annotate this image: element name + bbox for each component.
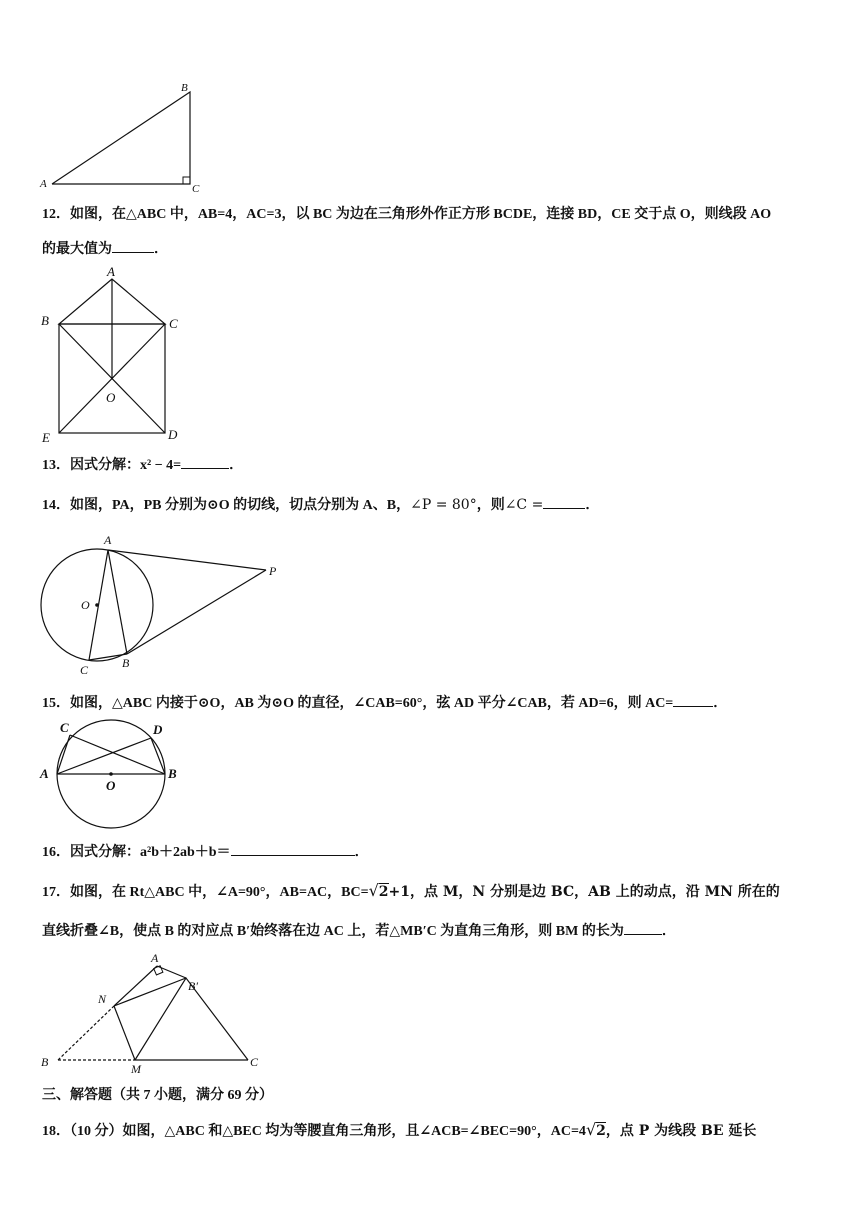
label-p: P bbox=[269, 564, 277, 578]
answer-blank[interactable] bbox=[231, 843, 355, 856]
q14-line: 14．如图，PA，PB 分别为⊙O 的切线，切点分别为 A、B，∠P = 80°，则∠C = ． bbox=[42, 497, 600, 513]
figure-right-triangle bbox=[36, 80, 206, 196]
label-a: A bbox=[107, 264, 115, 279]
q16-line: 16．因式分解：a²b＋2ab＋b＝ ． bbox=[42, 844, 369, 860]
label-a: A bbox=[104, 533, 112, 547]
figure-q14-tangents bbox=[36, 528, 296, 677]
label-c: C bbox=[192, 183, 200, 195]
answer-blank[interactable] bbox=[181, 456, 229, 469]
label-m: M bbox=[131, 1062, 141, 1076]
answer-blank[interactable] bbox=[543, 496, 585, 509]
q12-line2: 的最大值为 ． bbox=[42, 241, 168, 257]
answer-blank[interactable] bbox=[673, 694, 713, 707]
section-heading: 三、解答题（共 7 小题，满分 69 分） bbox=[42, 1088, 273, 1103]
label-d: D bbox=[153, 722, 163, 737]
figure-q15-circle bbox=[36, 718, 196, 838]
q13-line: 13．因式分解：x² − 4= ． bbox=[42, 457, 244, 473]
q18-line: 18．（10 分）如图，△ABC 和△BEC 均为等腰直角三角形，且∠ACB=∠BEC=90°，AC=4√2，点 P 为线段 BE 延长 bbox=[42, 1120, 757, 1139]
label-c: C bbox=[250, 1055, 259, 1069]
label-b: B bbox=[122, 656, 130, 670]
label-bprime: B′ bbox=[188, 979, 198, 993]
label-o: O bbox=[106, 778, 116, 793]
q15-line: 15．如图，△ABC 内接于⊙O，AB 为⊙O 的直径，∠CAB=60°，弦 AD 平分∠CAB，若 AD=6，则 AC= ． bbox=[42, 695, 728, 711]
figure-q12-square bbox=[36, 262, 196, 447]
q12-line1: 12．如图，在△ABC 中，AB=4，AC=3，以 BC 为边在三角形外作正方形 BCDE，连接 BD，CE 交于点 O，则线段 AO bbox=[42, 207, 772, 222]
label-c: C bbox=[80, 663, 89, 677]
answer-blank[interactable] bbox=[624, 922, 662, 935]
label-b: B bbox=[168, 766, 177, 781]
answer-blank[interactable] bbox=[112, 240, 154, 253]
label-a: A bbox=[40, 766, 49, 781]
label-e: E bbox=[42, 430, 50, 445]
label-o: O bbox=[106, 390, 116, 405]
q17-line1: 17．如图，在 Rt△ABC 中，∠A=90°，AB=AC，BC=√2+1，点 M，N 分别是边 BC，AB 上的动点，沿 MN 所在的 bbox=[42, 881, 780, 900]
label-a: A bbox=[151, 951, 159, 965]
label-a: A bbox=[40, 178, 47, 190]
figure-q17-fold bbox=[36, 948, 276, 1074]
label-n: N bbox=[98, 992, 107, 1006]
label-c: C bbox=[60, 720, 69, 735]
label-b: B bbox=[41, 1055, 49, 1069]
label-c: C bbox=[169, 316, 178, 331]
label-d: D bbox=[168, 427, 178, 442]
label-b: B bbox=[41, 313, 49, 328]
q17-line2: 直线折叠∠B，使点 B 的对应点 B′始终落在边 AC 上，若△MB′C 为直角三角形，则 BM 的长为 ． bbox=[42, 923, 676, 939]
label-b: B bbox=[181, 82, 188, 94]
label-o: O bbox=[81, 598, 90, 612]
